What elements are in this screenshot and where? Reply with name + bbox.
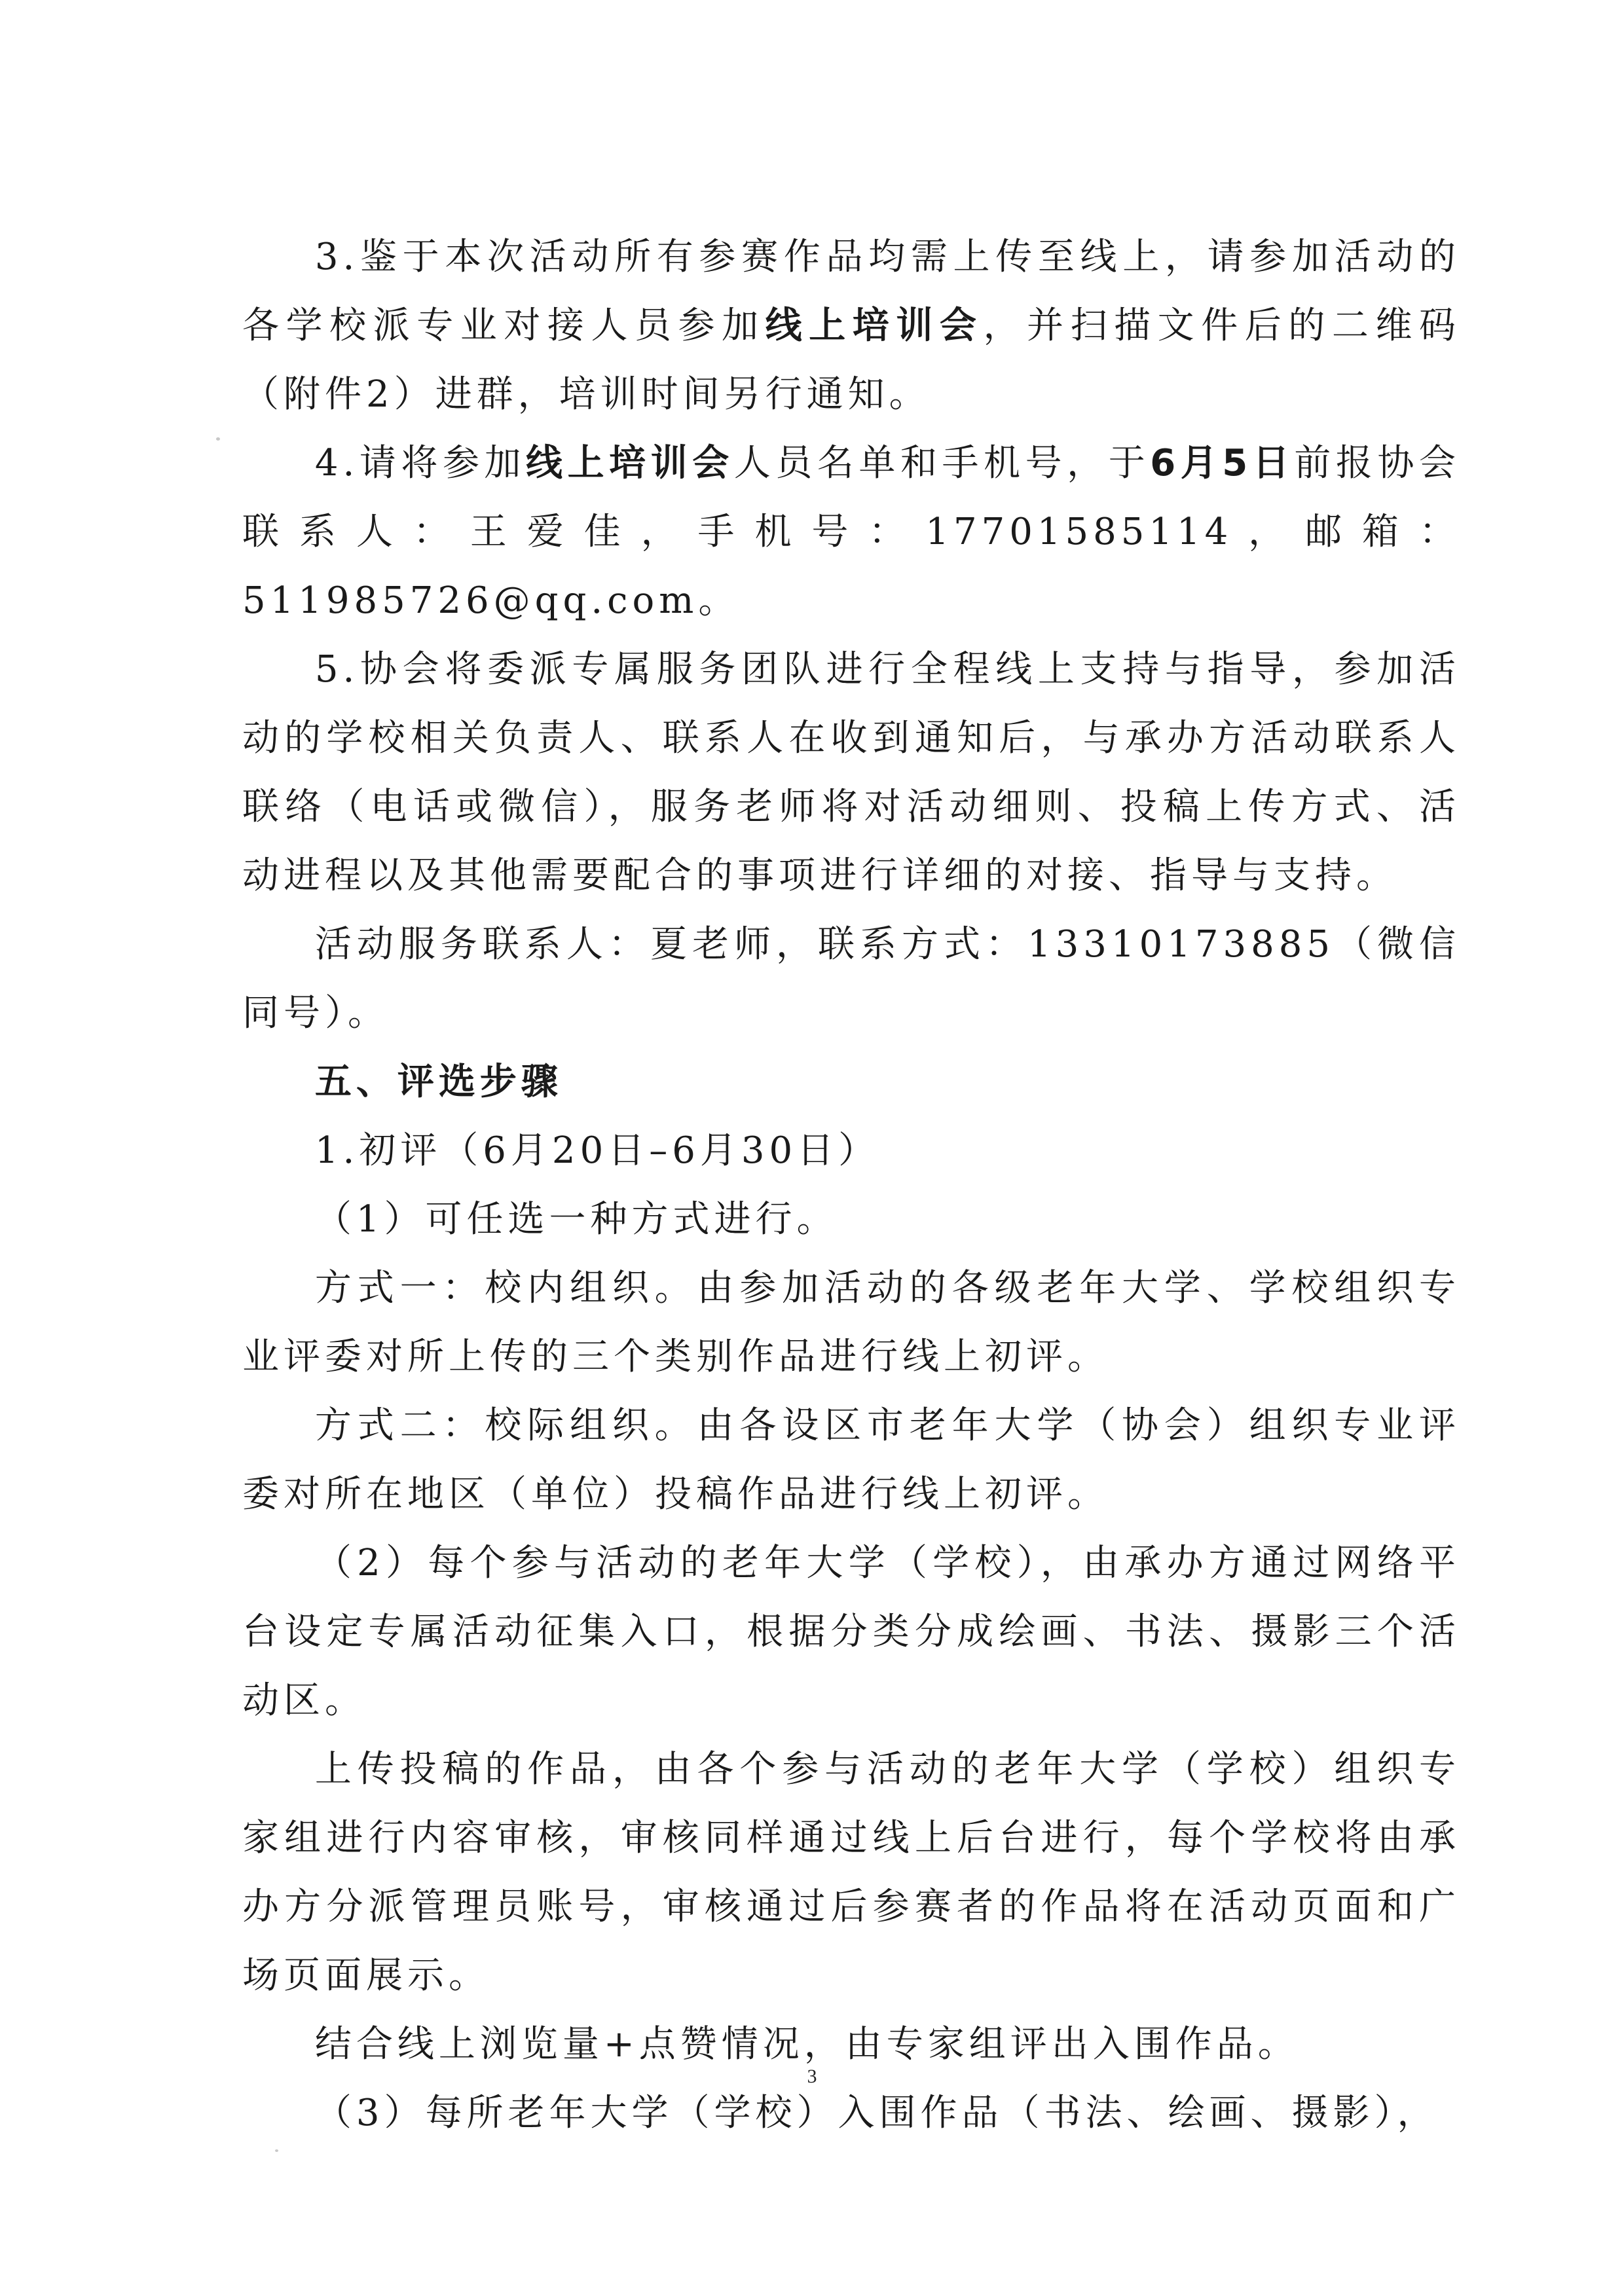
- body-paragraph: [242, 635, 1460, 910]
- body-paragraph: [242, 1185, 1460, 1254]
- emphasized-text: 线上培训会: [526, 442, 734, 484]
- emphasized-text: 五、评选步骤: [314, 1061, 563, 1103]
- paragraph-text: 3.鉴于本次活动所有参赛作品均需上传至线上，请参加活动的各学校派专业对接人员参加: [242, 236, 1460, 347]
- paragraph-text: 1.初评（6月20日–6月30日）: [314, 1129, 880, 1172]
- paragraph-text: 上传投稿的作品，由各个参与活动的老年大学（学校）组织专家组进行内容审核，审核同样通过线上后台进行，每个学校将由承办方分派管理员账号，审核通过后参赛者的作品将在活动页面和广场页面展示。: [242, 1748, 1460, 1997]
- paragraph-text: 方式二：校际组织。由各设区市老年大学（协会）组织专业评委对所在地区（单位）投稿作品进行线上初评。: [242, 1404, 1460, 1516]
- paragraph-text: （3）每所老年大学（学校）入围作品（书法、绘画、摄影），: [314, 2092, 1439, 2134]
- scan-speck: [275, 2149, 278, 2152]
- paragraph-text: 结合线上浏览量+点赞情况，由专家组评出入围作品。: [314, 2023, 1299, 2066]
- paragraph-text: 活动服务联系人：夏老师，联系方式：13310173885（微信同号）。: [242, 923, 1460, 1034]
- paragraph-text: 5.协会将委派专属服务团队进行全程线上支持与指导，参加活动的学校相关负责人、联系人在收到通知后，与承办方活动联系人联络（电话或微信），服务老师将对活动细则、投稿上传方式、活动进程以及其他需要配合的事项进行详细的对接、指导与支持。: [242, 648, 1460, 897]
- emphasized-text: 线上培训会: [765, 304, 984, 347]
- page-number: 3: [807, 2066, 817, 2087]
- paragraph-text: （1）可任选一种方式进行。: [314, 1198, 838, 1241]
- body-paragraph: [242, 1116, 1460, 1185]
- paragraph-text: （2）每个参与活动的老年大学（学校），由承办方通过网络平台设定专属活动征集入口，根据分类分成绘画、书法、摄影三个活动区。: [242, 1542, 1460, 1722]
- emphasized-text: 6月5日: [1150, 442, 1295, 484]
- body-paragraph: [242, 1529, 1460, 1735]
- body-paragraph: [242, 910, 1460, 1048]
- paragraph-text: 人员名单和手机号，于: [733, 442, 1151, 484]
- section-heading: [242, 1048, 1460, 1116]
- paragraph-text: 4.请将参加: [314, 442, 526, 484]
- paragraph-text: ，并扫描文件后的二维码（附件2）进群，培训时间另行通知。: [242, 304, 1461, 416]
- scan-speck: [216, 437, 220, 441]
- body-paragraph: [242, 1735, 1460, 2010]
- body-paragraph: [242, 223, 1460, 429]
- paragraph-text: 方式一：校内组织。由参加活动的各级老年大学、学校组织专业评委对所上传的三个类别作品进行线上初评。: [242, 1267, 1460, 1378]
- paragraph-text: 前报协会联系人：王爱佳，手机号：17701585114，邮箱：511985726@qq.com。: [242, 442, 1461, 622]
- body-paragraph: [242, 2079, 1460, 2147]
- body-paragraph: [242, 1391, 1460, 1529]
- document-body: [242, 223, 1460, 2147]
- body-paragraph: [242, 1254, 1460, 1391]
- body-paragraph: [242, 429, 1460, 635]
